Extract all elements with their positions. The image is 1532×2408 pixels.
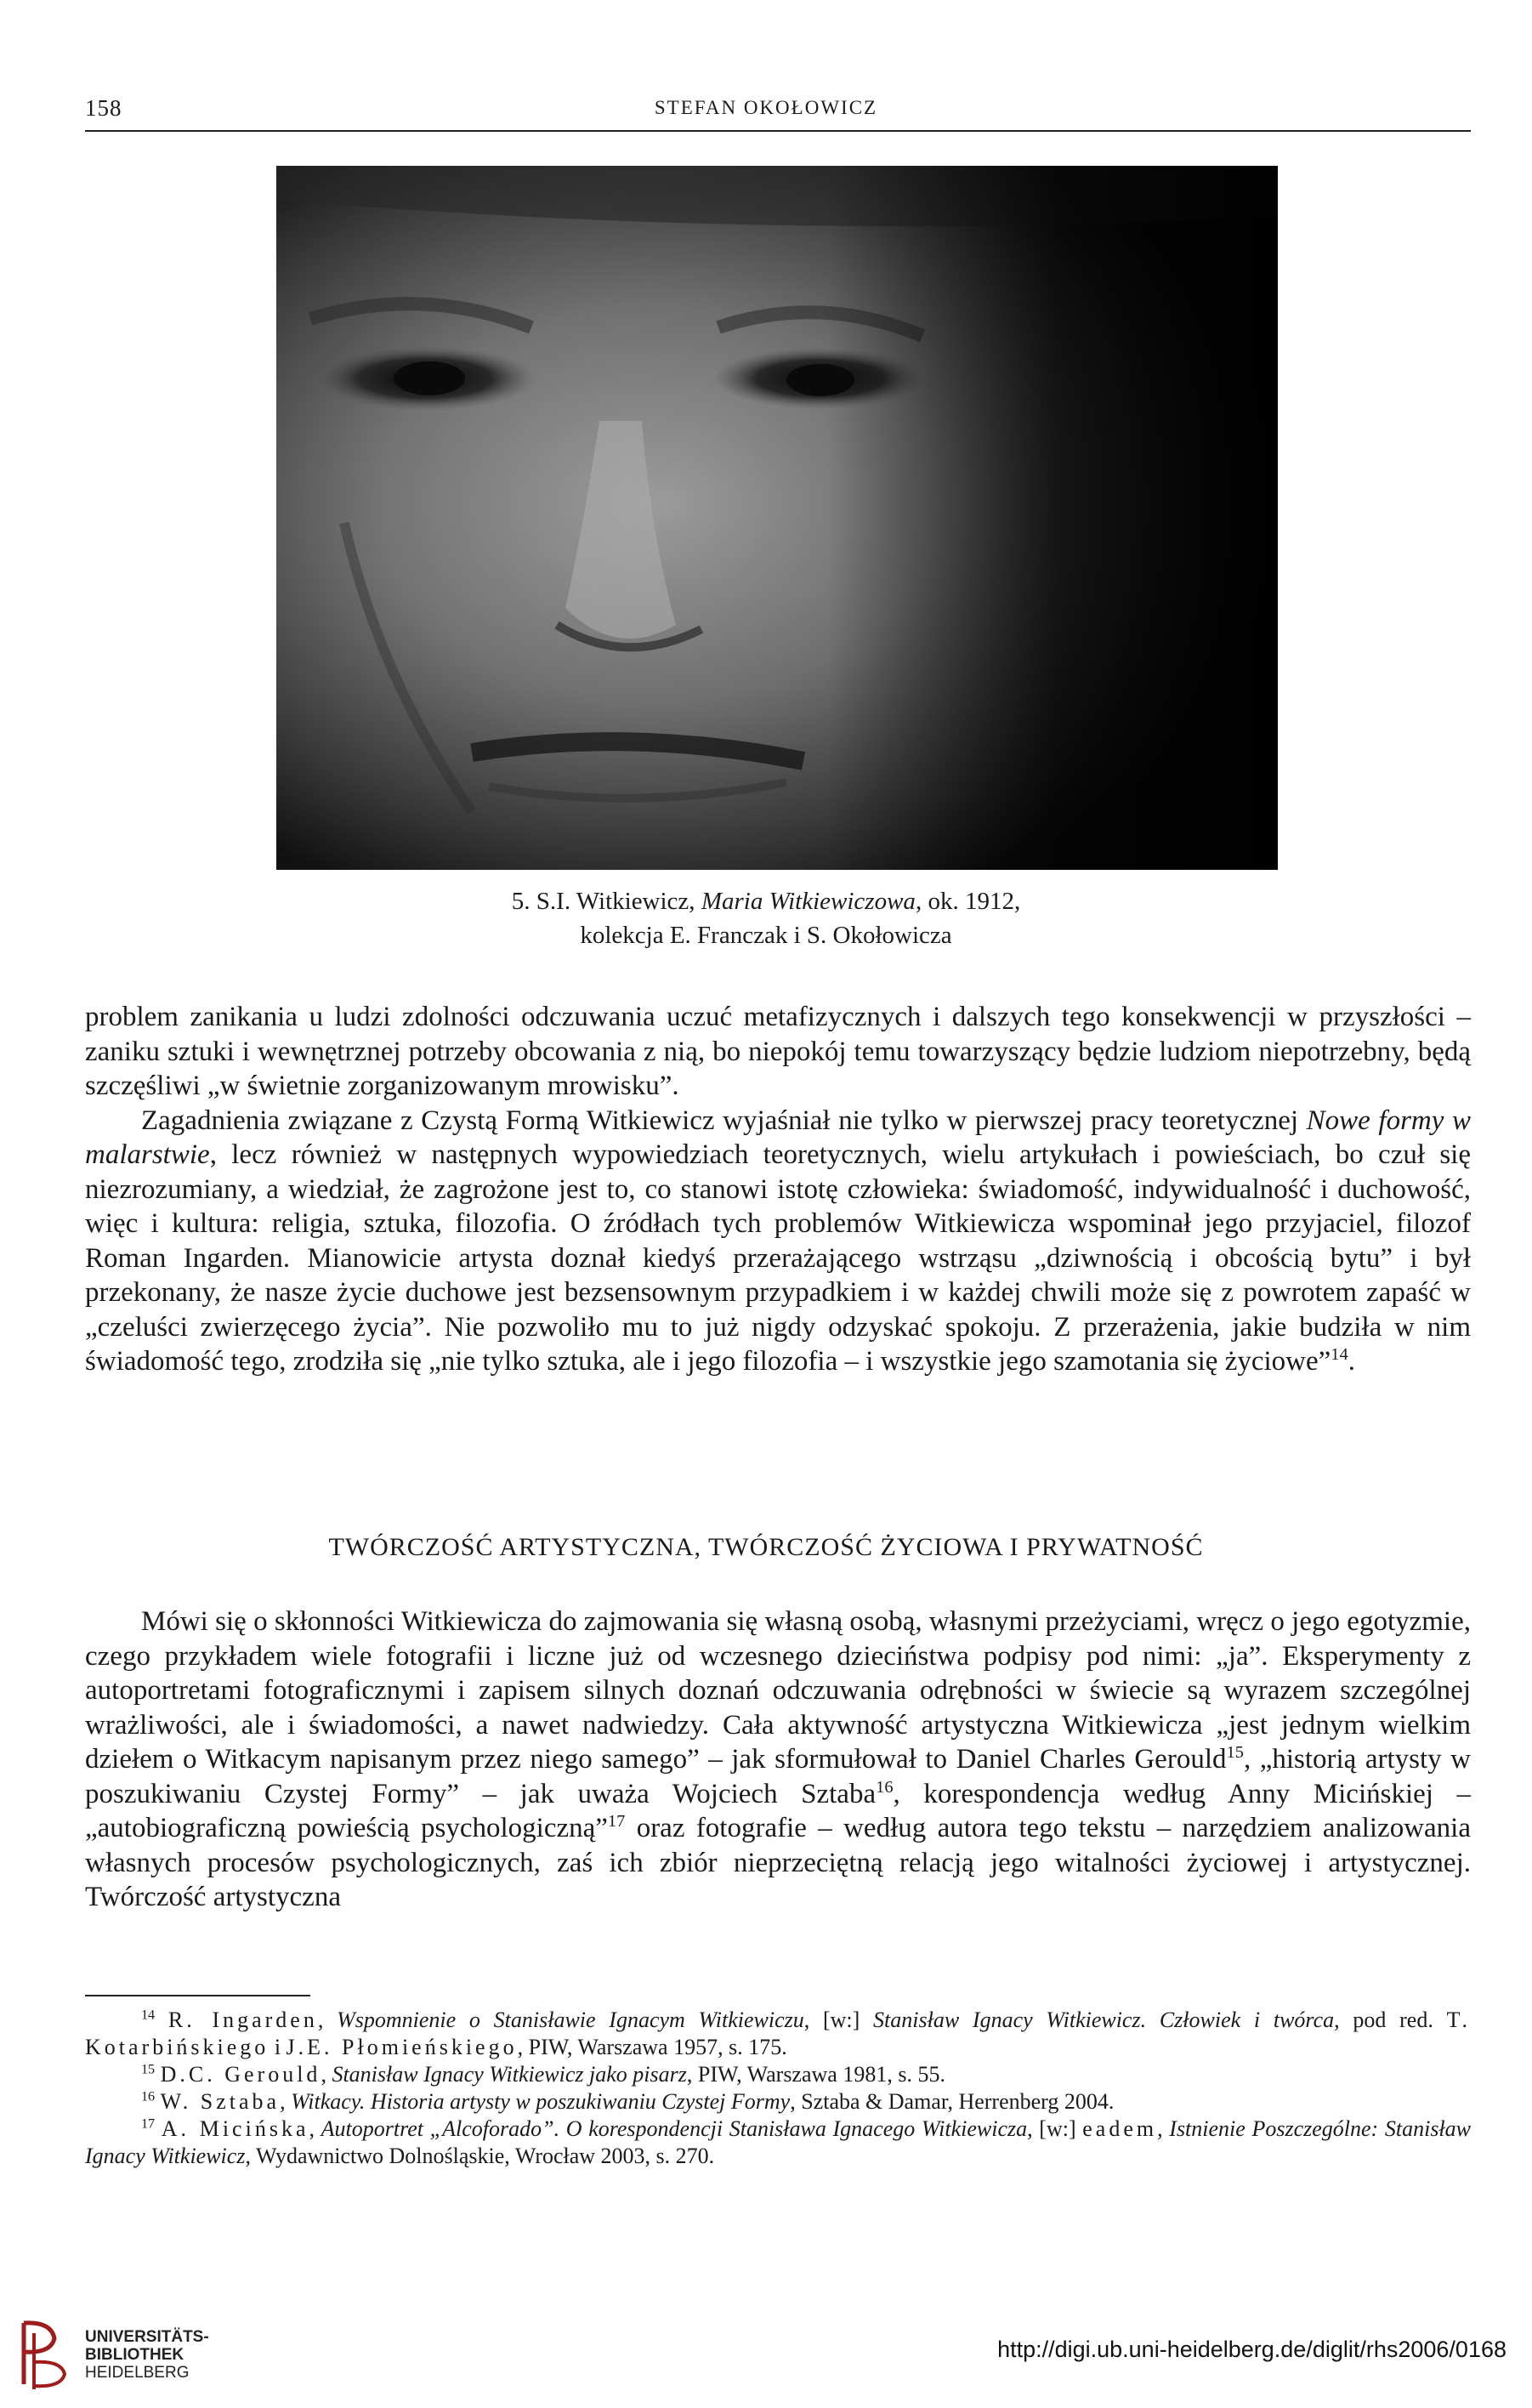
caption-collection: kolekcja E. Franczak i S. Okołowicza	[580, 922, 952, 949]
body-text-top	[85, 1000, 1471, 1379]
library-name: UNIVERSITÄTS- BIBLIOTHEK HEIDELBERG	[85, 2328, 209, 2382]
footnote-rule	[85, 1995, 310, 1996]
footnote-16: $^{16}$ W. Sztaba, Witkacy. Historia artysty w poszukiwaniu Czystej Formy, Sztaba & Damar, Herrenberg 2004.	[141, 2089, 1115, 2114]
footnote-ref-14[interactable]: 14	[1331, 1345, 1348, 1364]
footnote-17: $^{17}$ A. Micińska, Autoportret „Alcoforado”. O korespondencji Stanisława Ignacego Witkiewicza, [w:] eadem, Istnienie Poszczególne: Stanisław Ignacy Witkiewicz, Wydawnictwo Dolnośląskie, Wrocław 2003, s. 270.	[85, 2116, 1472, 2168]
source-url-link[interactable]: http://digi.ub.uni-heidelberg.de/diglit/rhs2006/0168	[997, 2337, 1506, 2362]
portrait-photo	[276, 166, 1278, 870]
caption-prefix: 5. S.I. Witkiewicz,	[511, 888, 701, 915]
footnote-ref-17[interactable]: 17	[607, 1812, 626, 1831]
footnote-14: $^{14}$ R. Ingarden, Wspomnienie o Stanisławie Ignacym Witkiewiczu, [w:] Stanisław Ignacy Witkiewicz. Człowiek i twórca, pod red. T. Kotarbińskiego i J.E. Płomieńskiego, PIW, Warszawa 1957, s. 175.	[85, 2008, 1472, 2059]
paragraph-2: Zagadnienia związane z Czystą Formą Witkiewicz wyjaśniał nie tylko w pierwszej pracy teoretycznej Nowe formy w malarstwie, lecz również w następnych wypowiedziach teoretycznych, wielu artykułach i powieściach, bo czuł się niezrozumiany, a wiedział, że zagrożone jest to, co stanowi istotę człowieka: świadomość, indywidualność i duchowość, więc i kultura: religia, sztuka, filozofia. O źródłach tych problemów Witkiewicza wspominał jego przyjaciel, filozof Roman Ingarden. Mianowicie artysta doznał kiedyś przerażającego wstrząsu „dziwnością i obcością bytu” i był przekonany, że nasze życie duchowe jest bezsensownym przypadkiem i w każdej chwili może się z powrotem zapaść w „czeluści zwierzęcego życia”. Nie pozwoliło mu to już nigdy odzyskać spokoju. Z przerażenia, jakie budziła w nim świadomość tego, zrodziła się „nie tylko sztuka, ale i jego filozofia – i wszystkie jego szamotania się życiowe”$^{14}$.	[85, 1105, 1471, 1377]
header-rule	[85, 130, 1471, 132]
footnote-ref-16[interactable]: 16	[876, 1777, 894, 1797]
footnote-ref-15[interactable]: 15	[1226, 1743, 1244, 1762]
caption-date: , ok. 1912,	[915, 888, 1021, 915]
page-number: 158	[85, 95, 122, 121]
running-head: STEFAN OKOŁOWICZ	[654, 97, 878, 118]
body-text-bottom	[85, 1604, 1471, 1915]
section-heading: TWÓRCZOŚĆ ARTYSTYCZNA, TWÓRCZOŚĆ ŻYCIOWA I PRYWATNOŚĆ	[328, 1533, 1204, 1561]
paragraph-1: problem zanikania u ludzi zdolności odczuwania uczuć metafizycznych i dalszych tego konsekwencji w przyszłości – zaniku sztuki i wewnętrznej potrzeby obcowania z nią, bo niepokój temu towarzyszący będzie ludziom niepotrzebny, będą szczęśliwi „w świetnie zorganizowanym mrowisku”.	[85, 1002, 1471, 1101]
footnote-15: $^{15}$ D.C. Gerould, Stanisław Ignacy Witkiewicz jako pisarz, PIW, Warszawa 1981, s. 55.	[141, 2062, 945, 2087]
caption-artwork-title: Maria Witkiewiczowa	[701, 888, 916, 915]
digitization-footer	[0, 2296, 1532, 2408]
book-title: Nowe formy w malarstwie	[85, 1105, 1471, 1170]
paragraph-3: Mówi się o skłonności Witkiewicza do zajmowania się własną osobą, własnymi przeżyciami, wręcz o jego egotyzmie, czego przykładem wiele fotografii i liczne już od wczesnego dzieciństwa podpisy pod nimi: „ja”. Eksperymenty z autoportretami fotograficznymi i zapisem silnych doznań odczuwania odrębności w świecie są wyrazem szczególnej wrażliwości, ale i świadomości, a nawet nadwiedzy. Cała aktywność artystyczna Witkiewicza „jest jednym wielkim dziełem o Witkacym napisanym przez niego samego” – jak sformułował to Daniel Charles Gerould$^{15}$, „historią artysty w poszukiwaniu Czystej Formy” – jak uważa Wojciech Sztaba$^{16}$, korespondencja według Anny Micińskiej – „autobiograficzną powieścią psychologiczną”$^{17}$ oraz fotografie – według autora tego tekstu – narzędziem analizowania własnych procesów psychologicznych, zaś ich zbiór nieprzeciętną relacją jego witalności życiowej i artystycznej. Twórczość artystyczna	[85, 1606, 1472, 1912]
footnotes	[85, 2007, 1471, 2170]
figure-caption	[0, 884, 1532, 952]
library-logo-icon	[17, 2314, 77, 2391]
